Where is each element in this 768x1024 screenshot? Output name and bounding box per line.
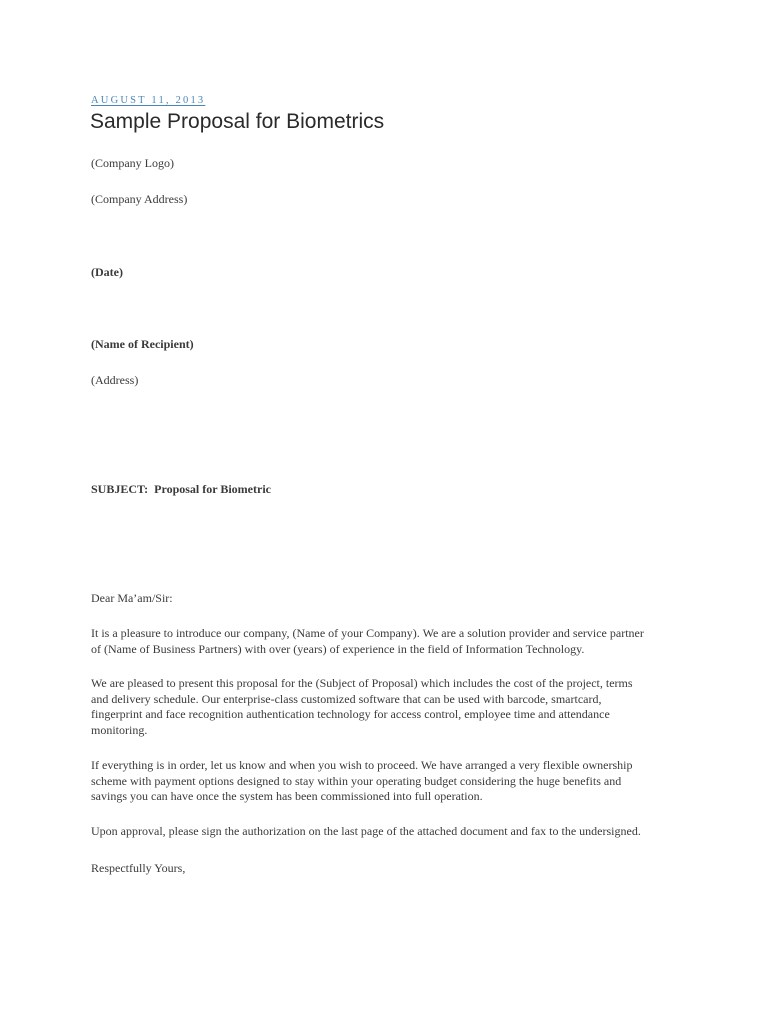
subject-text: Proposal for Biometric xyxy=(154,482,271,496)
paragraph-line: We are pleased to present this proposal for the (Subject of Proposal) which includes the cost of the project, terms xyxy=(91,676,633,690)
paragraph-line: If everything is in order, let us know and when you wish to proceed. We have arranged a very flexible ownership xyxy=(91,758,633,772)
letter-date-placeholder: (Date) xyxy=(91,265,123,279)
paragraph-line: scheme with payment options designed to stay within your operating budget considering the huge benefits and xyxy=(91,773,622,788)
body-paragraph-3 xyxy=(91,758,691,805)
paragraph-line: It is a pleasure to introduce our company, (Name of your Company). We are a solution provider and service partner xyxy=(91,626,644,640)
subject-line xyxy=(91,482,271,497)
subject-label: SUBJECT: xyxy=(91,482,149,496)
body-paragraph-1 xyxy=(91,626,691,657)
paragraph-line: fingerprint and face recognition authentication technology for access control, employee time and attendance xyxy=(91,707,610,721)
paragraph-line: monitoring. xyxy=(91,722,148,737)
company-address-placeholder: (Company Address) xyxy=(91,192,188,206)
salutation: Dear Ma’am/Sir: xyxy=(91,591,173,605)
post-date-link[interactable]: AUGUST 11, 2013 xyxy=(91,95,206,106)
body-paragraph-4 xyxy=(91,824,691,840)
paragraph-line: Upon approval, please sign the authorization on the last page of the attached document and fax to the undersigned. xyxy=(91,824,641,838)
company-logo-placeholder: (Company Logo) xyxy=(91,156,174,170)
paragraph-line: savings you can have once the system has been commissioned into full operation. xyxy=(91,789,483,803)
body-paragraph-2 xyxy=(91,676,691,738)
page-title: Sample Proposal for Biometrics xyxy=(90,110,385,133)
closing: Respectfully Yours, xyxy=(91,861,186,875)
paragraph-line: and delivery schedule. Our enterprise-class customized software that can be used with barcode, smartcard, xyxy=(91,691,602,706)
recipient-name-placeholder: (Name of Recipient) xyxy=(91,337,194,351)
recipient-address-placeholder: (Address) xyxy=(91,373,139,387)
paragraph-line: of (Name of Business Partners) with over (years) of experience in the field of Information Technology. xyxy=(91,641,585,656)
